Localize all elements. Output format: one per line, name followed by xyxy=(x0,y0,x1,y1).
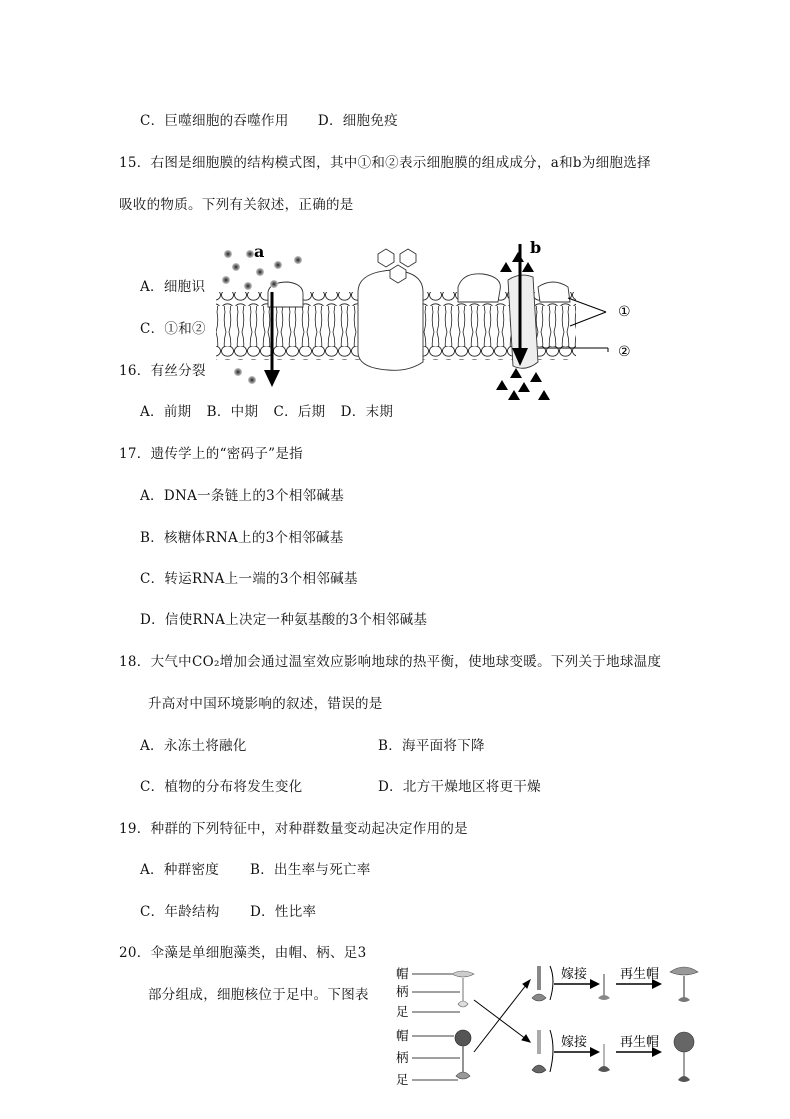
label-cap-bottom: 帽 xyxy=(396,1028,409,1043)
label-lines-bottom xyxy=(412,1036,460,1080)
q18-stem-line2: 升高对中国环境影响的叙述，错误的是 xyxy=(148,696,383,712)
organism-top xyxy=(452,971,474,1007)
q18-option-b: B．海平面将下降 xyxy=(378,738,485,754)
q16-option-d: D．末期 xyxy=(340,404,394,420)
regen-label-top: 再生帽 xyxy=(620,967,660,982)
graft-bottom-result xyxy=(598,1044,610,1072)
q19-option-c: C．年龄结构 xyxy=(140,904,220,920)
regen-top-result xyxy=(670,967,698,1002)
q15-stem-line2: 吸收的物质。下列有关叙述，正确的是 xyxy=(119,197,354,213)
graft-label-bottom: 嫁接 xyxy=(561,1035,588,1050)
q14-options xyxy=(140,109,398,129)
q17-option-a: A．DNA一条链上的3个相邻碱基 xyxy=(140,488,345,504)
q15-option-c: C．①和② xyxy=(140,321,206,337)
q17-option-b: B．核糖体RNA上的3个相邻碱基 xyxy=(140,530,344,546)
cell-membrane-figure xyxy=(208,232,638,402)
q17-option-d: D．信使RNA上决定一种氨基酸的3个相邻碱基 xyxy=(140,612,428,628)
q18-option-d: D．北方干燥地区将更干燥 xyxy=(378,779,541,795)
label-cap-top: 帽 xyxy=(396,966,409,981)
q20-stem-line1: 20．伞藻是单细胞藻类，由帽、柄、足3 xyxy=(119,945,367,961)
q18-option-c: C．植物的分布将发生变化 xyxy=(140,779,303,795)
q14-option-d: D．细胞免疫 xyxy=(317,113,398,129)
label-b: b xyxy=(530,238,542,257)
q17-stem: 17．遗传学上的“密码子”是指 xyxy=(119,446,303,462)
label-1: ① xyxy=(618,304,631,320)
label-lines-top xyxy=(412,974,460,1012)
q16-stem: 16．有丝分裂 xyxy=(119,363,206,379)
label-stalk-top: 柄 xyxy=(396,984,409,999)
q18-option-a: A．永冻土将融化 xyxy=(140,738,247,754)
q18-stem-line1: 18．大气中CO₂增加会通过温室效应影响地球的热平衡，使地球变暖。下列关于地球温度 xyxy=(119,654,662,670)
q19-stem: 19．种群的下列特征中，对种群数量变动起决定作用的是 xyxy=(119,821,468,837)
label-foot-top: 足 xyxy=(396,1004,409,1019)
q16-options xyxy=(140,400,393,420)
q14-option-c: C．巨噬细胞的吞噬作用 xyxy=(140,113,289,129)
q15-stem-line1: 15．右图是细胞膜的结构模式图，其中①和②表示细胞膜的组成成分，a和b为细胞选择 xyxy=(119,155,651,171)
graft-top-result xyxy=(598,974,610,1000)
q15-option-a: A．细胞识 xyxy=(140,279,206,295)
q16-option-b: B．中期 xyxy=(206,404,259,420)
q16-option-a: A．前期 xyxy=(140,404,192,420)
q19-option-d: D．性比率 xyxy=(250,904,317,920)
organism-bottom xyxy=(455,1030,471,1079)
label-foot-bottom: 足 xyxy=(396,1072,409,1087)
cross-arrows xyxy=(474,980,530,1052)
regen-label-bottom: 再生帽 xyxy=(620,1035,660,1050)
q17-option-c: C．转运RNA上一端的3个相邻碱基 xyxy=(140,571,358,587)
graft-top-pieces xyxy=(532,966,553,1001)
label-stalk-bottom: 柄 xyxy=(396,1050,409,1065)
label-2: ② xyxy=(618,344,631,360)
q19-option-b: B．出生率与死亡率 xyxy=(250,862,371,878)
q19-option-a: A．种群密度 xyxy=(140,862,220,878)
acetabularia-graft-figure xyxy=(390,960,710,1090)
graft-bottom-pieces xyxy=(532,1030,553,1073)
label-a: a xyxy=(254,242,265,261)
regen-bottom-result xyxy=(674,1032,694,1082)
q16-option-c: C．后期 xyxy=(273,404,326,420)
graft-label-top: 嫁接 xyxy=(561,967,588,982)
q20-stem-line2: 部分组成，细胞核位于足中。下图表 xyxy=(148,987,369,1003)
